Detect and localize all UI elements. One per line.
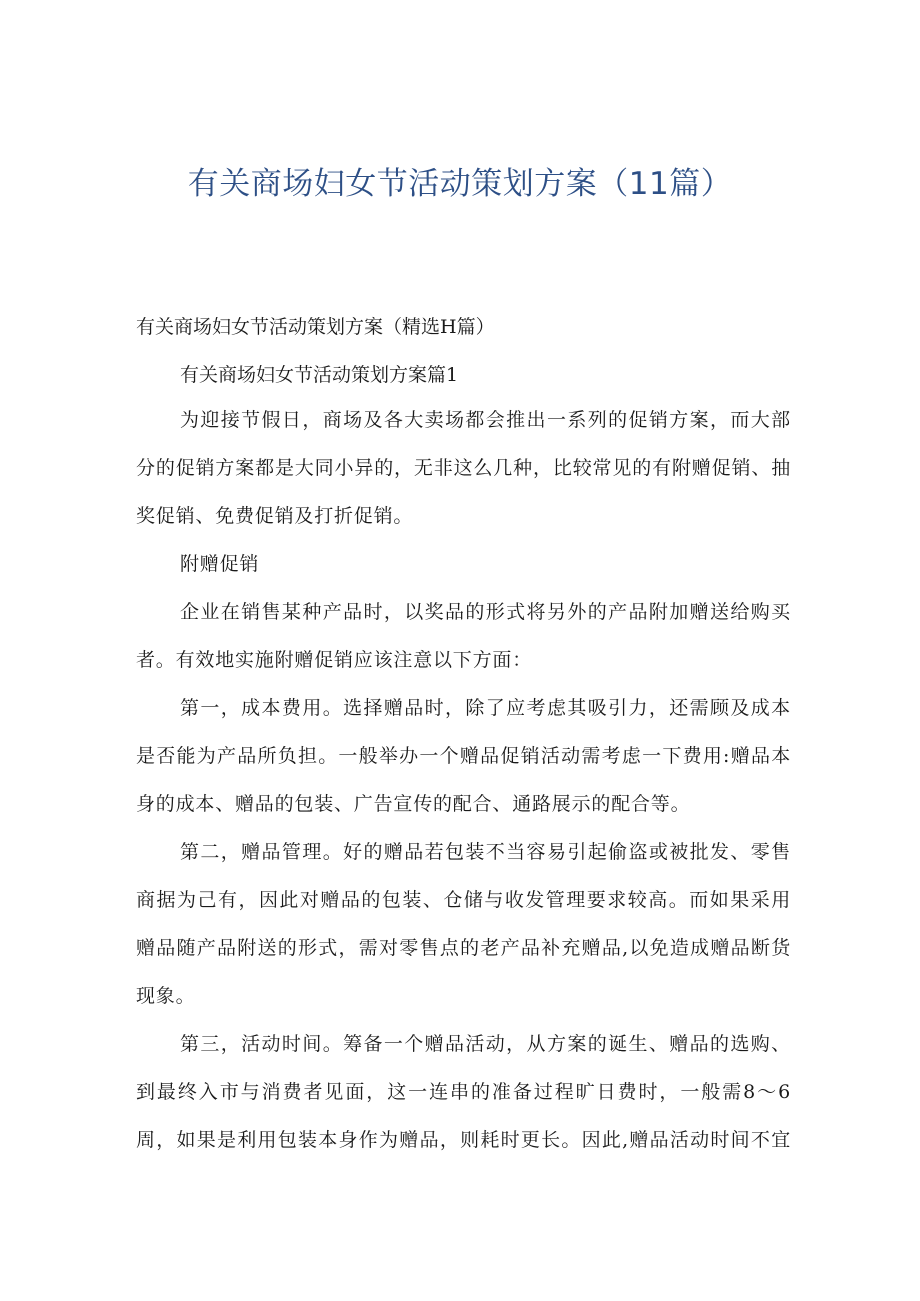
paragraph-line: 企业在销售某种产品时，以奖品的形式将另外的产品附加赠送给购买 (180, 601, 791, 623)
paragraph-line: 身的成本、赠品的包装、广告宣传的配合、通路展示的配合等。 (136, 793, 691, 815)
paragraph-line: 商据为己有，因此对赠品的包装、仓储与收发管理要求较高。而如果采用 (136, 889, 791, 911)
paragraph-point-two (136, 828, 791, 1020)
document-subtitle: 有关商场妇女节活动策划方案（精选H篇） (136, 316, 495, 338)
paragraph-point-three (136, 1020, 791, 1164)
paragraph-line: 周，如果是利用包装本身作为赠品，则耗时更长。因此,赠品活动时间不宜 (136, 1129, 791, 1151)
paragraph-line: 第一，成本费用。选择赠品时，除了应考虑其吸引力，还需顾及成本 (180, 697, 791, 719)
paragraph-line: 第三，活动时间。筹备一个赠品活动，从方案的诞生、赠品的选购、 (180, 1033, 791, 1055)
paragraph-line: 现象。 (136, 985, 196, 1007)
paragraph-line: 到最终入市与消费者见面，这一连串的准备过程旷日费时，一般需8～6 (136, 1081, 791, 1103)
document-title: 有关商场妇女节活动策划方案（11篇） (187, 166, 733, 202)
paragraph-line: 为迎接节假日，商场及各大卖场都会推出一系列的促销方案，而大部 (180, 409, 791, 431)
paragraph-line: 是否能为产品所负担。一般举办一个赠品促销活动需考虑一下费用:赠品本 (136, 745, 791, 767)
paragraph-point-one (136, 684, 791, 828)
body-text (136, 396, 791, 1164)
paragraph-line: 赠品随产品附送的形式，需对零售点的老产品补充赠品,以免造成赠品断货 (136, 937, 791, 959)
paragraph-intro (136, 396, 791, 540)
paragraph-line: 者。有效地实施附赠促销应该注意以下方面： (136, 649, 533, 671)
paragraph-line: 奖促销、免费促销及打折促销。 (136, 505, 414, 527)
paragraph-heading-gift (136, 540, 791, 588)
paragraph-line: 分的促销方案都是大同小异的，无非这么几种，比较常见的有附赠促销、抽 (136, 457, 791, 479)
paragraph-gift-definition (136, 588, 791, 684)
paragraph-line: 附赠促销 (180, 553, 260, 575)
paragraph-line: 第二，赠品管理。好的赠品若包装不当容易引起偷盗或被批发、零售 (180, 841, 791, 863)
section-heading: 有关商场妇女节活动策划方案篇1 (180, 364, 459, 386)
